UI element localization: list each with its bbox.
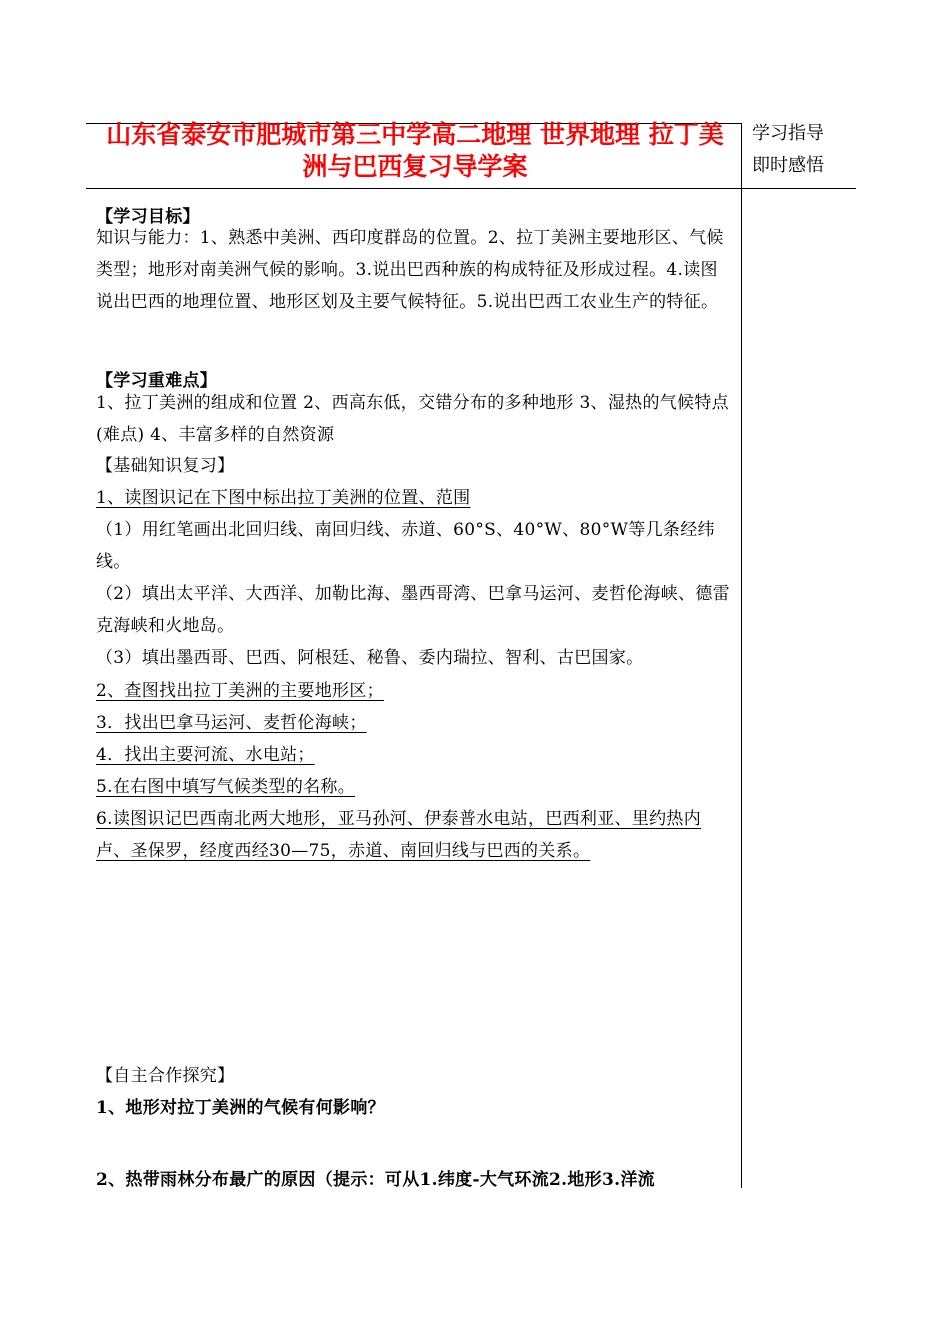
- review-heading: 【基础知识复习】: [96, 456, 235, 476]
- review-sub-2: （2）填出太平洋、大西洋、加勒比海、墨西哥湾、巴拿马运河、麦哲伦海峡、德雷克海峡和火地岛。: [96, 584, 730, 636]
- column-divider: [741, 123, 742, 1188]
- review-item-1: 1、读图识记在下图中标出拉丁美洲的位置、范围: [96, 488, 471, 508]
- side-label-reflection: 即时感悟: [752, 155, 824, 176]
- objectives-heading: 【学习目标】: [96, 207, 200, 227]
- objectives-text: 知识与能力：1、熟悉中美洲、西印度群岛的位置。2、拉丁美洲主要地形区、气候类型；地形对南美洲气候的影响。3.说出巴西种族的构成特征及形成过程。4.读图说出巴西的地理位置、地形区划及主要气候特征。5.说出巴西工农业生产的特征。: [96, 228, 724, 312]
- side-label-guidance: 学习指导: [752, 123, 824, 144]
- review-item-4: 4．找出主要河流、水电站；: [96, 745, 315, 765]
- review-item-2: 2、查图找出拉丁美洲的主要地形区；: [96, 681, 384, 701]
- explore-question-1: 1、地形对拉丁美洲的气候有何影响？: [96, 1098, 385, 1118]
- review-item-5: 5.在右图中填写气候类型的名称。: [96, 777, 356, 797]
- key-points-text: 1、拉丁美洲的组成和位置 2、西高东低，交错分布的多种地形 3、湿热的气候特点(难点) 4、丰富多样的自然资源: [96, 393, 729, 445]
- page-title: 山东省泰安市肥城市第三中学高二地理 世界地理 拉丁美洲与巴西复习导学案: [106, 120, 724, 181]
- review-item-3: 3．找出巴拿马运河、麦哲伦海峡；: [96, 713, 367, 733]
- review-item-6: 6.读图识记巴西南北两大地形，亚马孙河、伊泰普水电站，巴西利亚、里约热内卢、圣保罗，经度西经30—75，赤道、南回归线与巴西的关系。: [96, 809, 702, 861]
- explore-question-2: 2、热带雨林分布最广的原因（提示：可从1.纬度-大气环流2.地形3.洋流: [96, 1170, 655, 1190]
- key-points-heading: 【学习重难点】: [96, 371, 218, 391]
- review-sub-1: （1）用红笔画出北回归线、南回归线、赤道、60°S、40°W、80°W等几条经纬线。: [96, 520, 715, 572]
- explore-heading: 【自主合作探究】: [96, 1066, 235, 1086]
- review-sub-3: （3）填出墨西哥、巴西、阿根廷、秘鲁、委内瑞拉、智利、古巴国家。: [96, 648, 644, 668]
